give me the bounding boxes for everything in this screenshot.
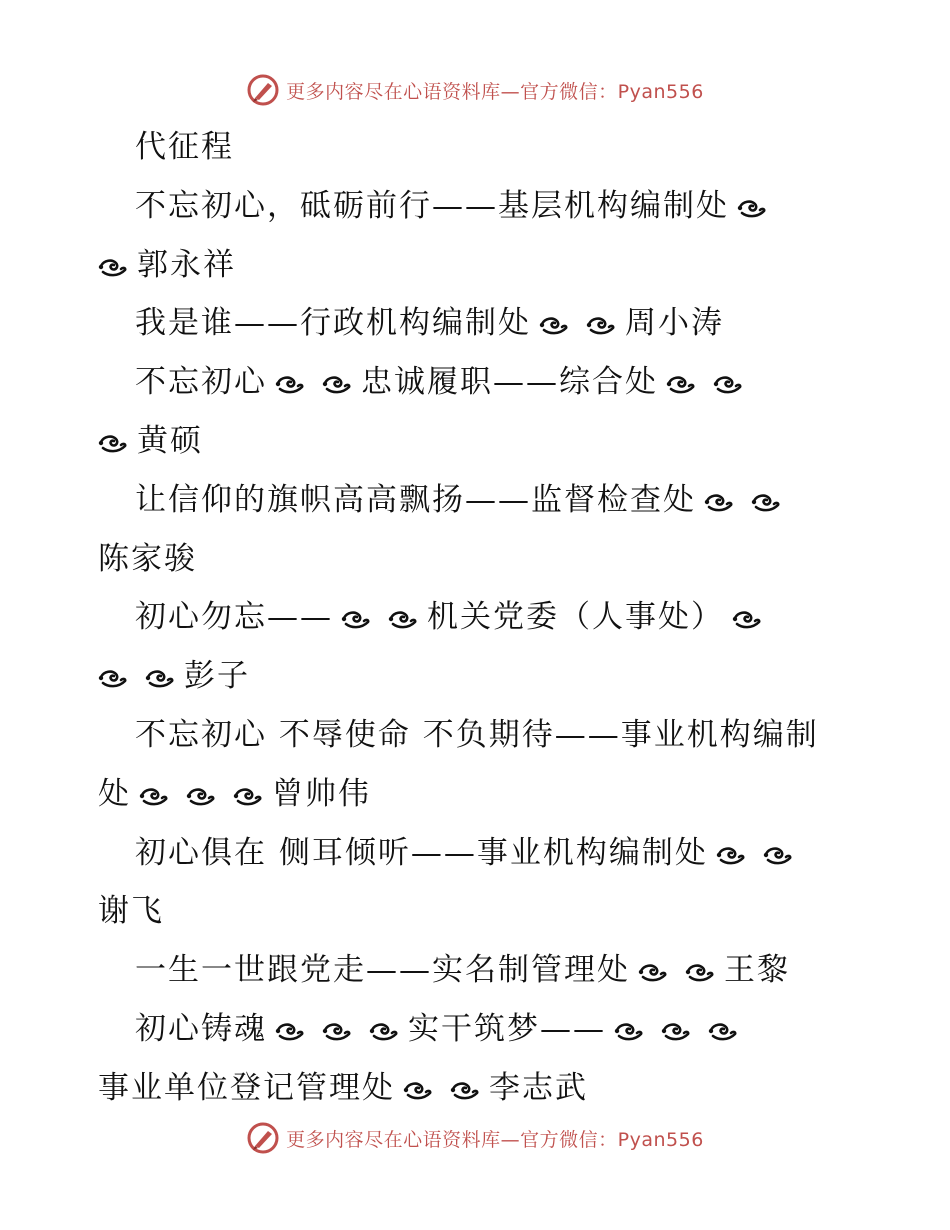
fleuron-swirl-icon xyxy=(716,845,746,867)
line-text: 陈家骏 xyxy=(98,540,197,577)
fleuron-swirl-icon xyxy=(369,1021,399,1043)
fleuron-swirl-icon xyxy=(708,1021,738,1043)
line-text: 彭子 xyxy=(184,658,250,695)
fleuron-swirl-icon xyxy=(322,1021,352,1043)
line-text: 处 xyxy=(98,775,131,812)
header-banner xyxy=(0,70,950,110)
text-line xyxy=(98,1000,858,1059)
line-text: 初心俱在 侧耳倾听——事业机构编制处 xyxy=(135,834,708,871)
line-text: 代征程 xyxy=(135,129,234,165)
fleuron-swirl-icon xyxy=(186,786,216,808)
fleuron-swirl-icon xyxy=(275,374,305,396)
line-text: 黄硕 xyxy=(137,422,203,459)
line-text: 不忘初心 不辱使命 不负期待——事业机构编制 xyxy=(135,716,819,753)
fleuron-swirl-icon xyxy=(139,786,169,808)
line-text: 王黎 xyxy=(724,952,790,989)
document-body xyxy=(98,118,858,1118)
line-text: 李志武 xyxy=(489,1069,588,1106)
fleuron-swirl-icon xyxy=(614,1021,644,1043)
pen-logo-icon xyxy=(246,73,280,107)
text-line xyxy=(98,1059,858,1118)
fleuron-swirl-icon xyxy=(539,315,569,337)
fleuron-swirl-icon xyxy=(638,962,668,984)
text-line xyxy=(98,471,858,530)
line-text: 初心勿忘—— xyxy=(135,599,333,636)
line-text: 一生一世跟党走——实名制管理处 xyxy=(135,952,630,989)
line-text: 周小涛 xyxy=(625,305,724,342)
footer-banner xyxy=(0,1118,950,1158)
fleuron-swirl-icon xyxy=(341,609,371,631)
fleuron-swirl-icon xyxy=(388,609,418,631)
line-text: 实干筑梦—— xyxy=(408,1010,606,1047)
line-text: 忠诚履职——综合处 xyxy=(361,364,658,401)
text-line xyxy=(98,647,858,706)
line-text: 机关党委（人事处） xyxy=(427,599,724,636)
line-text: 不忘初心，砥砺前行——基层机构编制处 xyxy=(135,187,729,224)
fleuron-swirl-icon xyxy=(403,1080,433,1102)
text-line xyxy=(98,765,858,824)
fleuron-swirl-icon xyxy=(233,786,263,808)
text-line xyxy=(98,294,858,353)
fleuron-swirl-icon xyxy=(322,374,352,396)
banner-text: 更多内容尽在心语资料库—官方微信：Pyan556 xyxy=(286,1128,704,1151)
fleuron-swirl-icon xyxy=(763,845,793,867)
line-text: 事业单位登记管理处 xyxy=(98,1069,395,1106)
fleuron-swirl-icon xyxy=(732,609,762,631)
fleuron-swirl-icon xyxy=(275,1021,305,1043)
text-line xyxy=(98,941,858,1000)
fleuron-swirl-icon xyxy=(713,374,743,396)
text-line xyxy=(98,882,858,941)
fleuron-swirl-icon xyxy=(685,962,715,984)
fleuron-swirl-icon xyxy=(704,492,734,514)
line-text: 郭永祥 xyxy=(137,246,236,283)
line-text: 我是谁——行政机构编制处 xyxy=(135,305,531,342)
fleuron-swirl-icon xyxy=(586,315,616,337)
fleuron-swirl-icon xyxy=(98,668,128,690)
fleuron-swirl-icon xyxy=(98,257,128,279)
fleuron-swirl-icon xyxy=(737,198,767,220)
text-line xyxy=(98,236,858,295)
line-text: 初心铸魂 xyxy=(135,1010,267,1047)
text-line xyxy=(98,177,858,236)
fleuron-swirl-icon xyxy=(98,433,128,455)
fleuron-swirl-icon xyxy=(751,492,781,514)
pen-logo-icon xyxy=(246,1121,280,1155)
text-line xyxy=(98,824,858,883)
text-line xyxy=(98,412,858,471)
line-text: 谢飞 xyxy=(98,893,164,930)
banner-text: 更多内容尽在心语资料库—官方微信：Pyan556 xyxy=(286,80,704,103)
text-line xyxy=(98,530,858,589)
fleuron-swirl-icon xyxy=(666,374,696,396)
text-line xyxy=(98,353,858,412)
text-line xyxy=(98,706,858,765)
line-text: 曾帅伟 xyxy=(272,775,371,812)
text-line xyxy=(98,118,858,177)
line-text: 让信仰的旗帜高高飘扬——监督检查处 xyxy=(135,481,696,518)
fleuron-swirl-icon xyxy=(450,1080,480,1102)
fleuron-swirl-icon xyxy=(661,1021,691,1043)
text-line xyxy=(98,588,858,647)
line-text: 不忘初心 xyxy=(135,364,267,401)
fleuron-swirl-icon xyxy=(145,668,175,690)
